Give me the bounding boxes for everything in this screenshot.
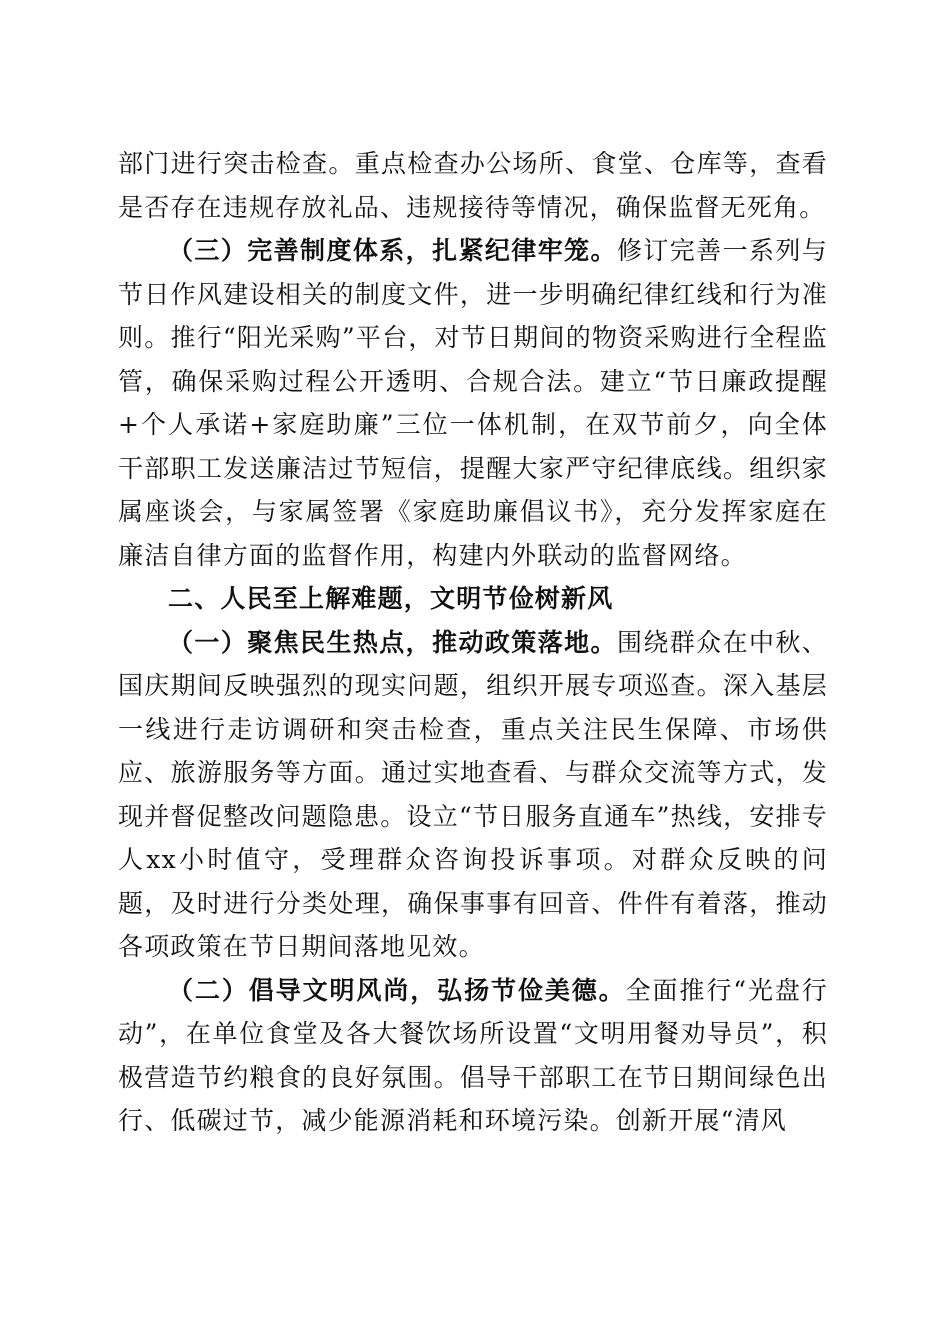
paragraph-lead: （二）倡导文明风尚，弘扬节俭美德。 [168,975,626,1005]
paragraph-text: 修订完善一系列与节日作风建设相关的制度文件，进一步明确纪律红线和行为准则。推行“阳光采购”平台，对节日期间的物资采购进行全程监管，确保采购过程公开透明、合规合法。建立“节日廉政提醒+个人承诺+家庭助廉”三位一体机制，在双节前夕，向全体干部职工发送廉洁过节短信，提醒大家严守纪律底线。组织家属座谈会，与家属签署《家庭助廉倡议书》，充分发挥家庭在廉洁自律方面的监督作用，构建内外联动的监督网络。 [118,236,828,570]
section-heading-text: 二、人民至上解难题，文明节俭树新风 [168,584,614,613]
section-heading [118,577,828,621]
paragraph-lead: （一）聚焦民生热点，推动政策落地。 [168,627,617,657]
paragraph-text: 全面推行“光盘行动”，在单位食堂及各大餐饮场所设置“文明用餐劝导员”，积极营造节约粮食的良好氛围。倡导干部职工在节日期间绿色出行、低碳过节，减少能源消耗和环境污染。创新开展“清风 [118,975,828,1135]
paragraph-text: 围绕群众在中秋、国庆期间反映强烈的现实问题，组织开展专项巡查。深入基层一线进行走访调研和突击检查，重点关注民生保障、市场供应、旅游服务等方面。通过实地查看、与群众交流等方式，发现并督促整改问题隐患。设立“节日服务直通车”热线，安排专人xx小时值守，受理群众咨询投诉事项。对群众反映的问题，及时进行分类处理，确保事事有回音、件件有着落，推动各项政策在节日期间落地见效。 [118,627,828,961]
document-body [118,142,828,1143]
paragraph-lead: （三）完善制度体系，扎紧纪律牢笼。 [168,236,617,265]
paragraph-civility [118,969,828,1143]
paragraph-livelihood [118,621,828,969]
paragraph-continuation [118,142,828,229]
paragraph-system-building [118,229,828,577]
paragraph-text: 部门进行突击检查。重点检查办公场所、食堂、仓库等，查看是否存在违规存放礼品、违规接待等情况，确保监督无死角。 [118,149,828,222]
